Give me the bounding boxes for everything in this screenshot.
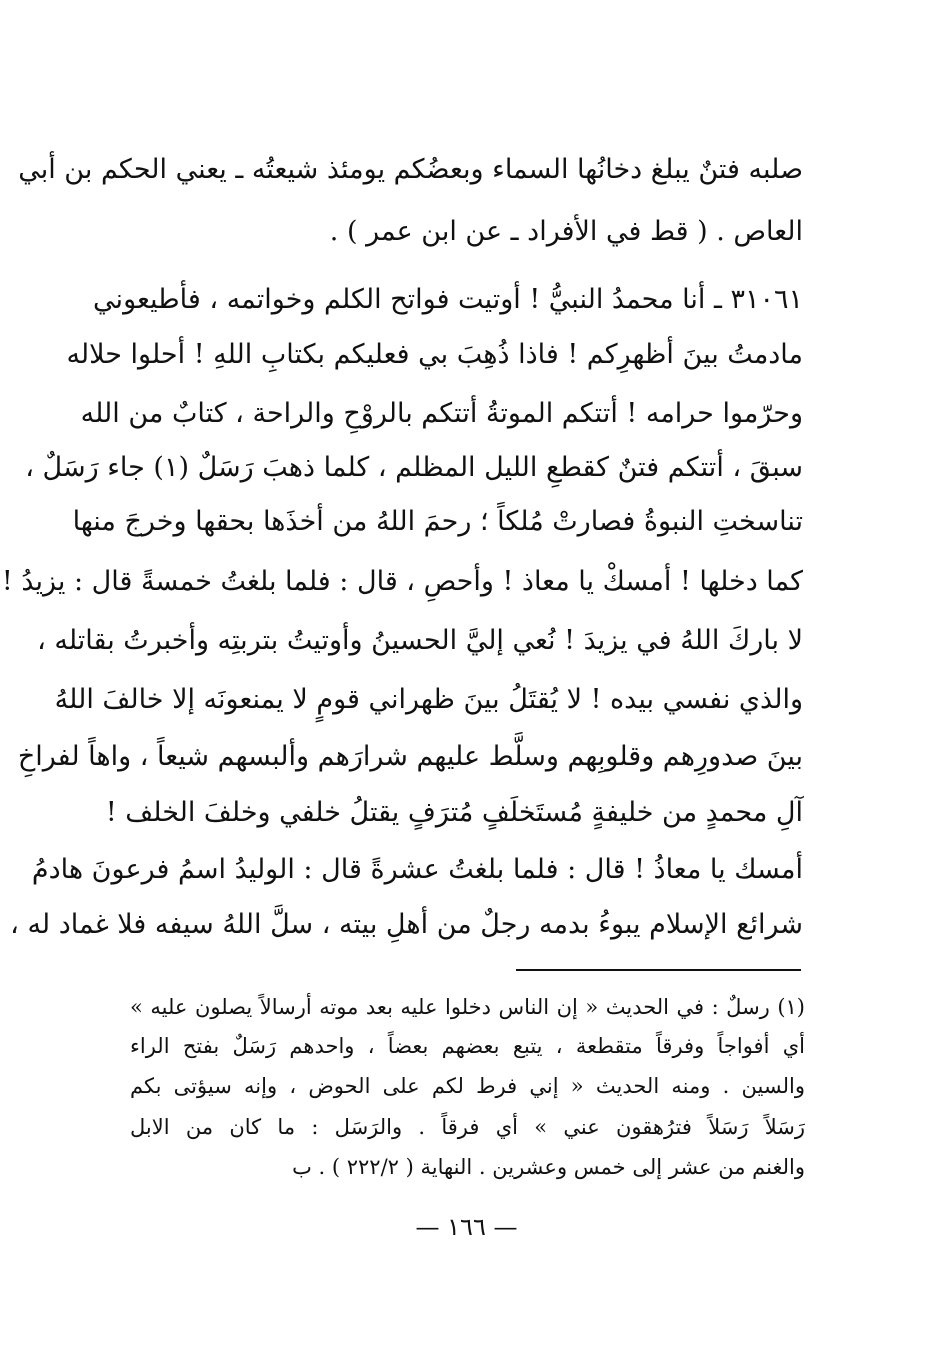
body-line: تناسختِ النبوةُ فصارتْ مُلكاً ؛ رحمَ اللهُ من أخذَها بحقها وخرجَ منها [72,506,803,537]
body-line: والذي نفسي بيده ! لا يُقتَلُ بينَ ظهراني قومٍ لا يمنعونَه إلا خالفَ اللهُ [54,684,803,715]
footnote-line: والغنم من عشر إلى خمس وعشرين . النهاية ( ٢٢٢/٢ ) . ب [292,1155,805,1179]
body-line: صلبه فتنٌ يبلغ دخانُها السماء وبعضُكم يومئذ شيعتُه ـ يعني الحكم بن أبي [18,154,803,185]
body-line: العاص . ( قط في الأفراد ـ عن ابن عمر ) . [329,216,803,247]
body-line: بينَ صدورِهم وقلوبِهم وسلَّط عليهم شرارَهم وألبسهم شيعاً ، واهاً لفراخِ [17,741,803,772]
footnote-line: والسين . ومنه الحديث « إني فرط لكم على الحوض ، وإنه سيؤتى بكم [130,1074,805,1098]
body-line: آلِ محمدٍ من خليفةٍ مُستَخلَفٍ مُترَفٍ يقتلُ خلفي وخلفَ الخلف ! [105,797,803,828]
body-line: سبقَ ، أتتكم فتنٌ كقطعِ الليل المظلم ، كلما ذهبَ رَسَلٌ (١) جاء رَسَلٌ ، [25,452,803,483]
body-line: لا باركَ اللهُ في يزيدَ ! نُعي إليَّ الحسينُ وأوتيتُ بتربتِه وأخبرتُ بقاتله ، [37,625,803,656]
body-line: مادمتُ بينَ أظهرِكم ! فاذا ذُهِبَ بي فعليكم بكتابِ اللهِ ! أحلوا حلاله [66,339,803,370]
hadith-heading-line: ٣١٠٦١ ـ أنا محمدُ النبيُّ ! أوتيت فواتح الكلم وخواتمه ، فأطيعوني [93,284,803,315]
footnote-line: أي أفواجاً وفرقاً متقطعة ، يتبع بعضهم بعضاً ، واحدهم رَسَلٌ بفتح الراء [130,1034,805,1058]
body-line: كما دخلها ! أمسكْ يا معاذ ! وأحصِ ، قال : فلما بلغتُ خمسةً قال : يزيدُ ! [1,566,803,597]
footnote-line: رَسَلاً رَسَلاً فترُهقون عني » أي فرقاً . والرَسَل : ما كان من الابل [130,1115,805,1139]
body-line: شرائع الإسلام يبوءُ بدمه رجلٌ من أهلِ بيته ، سلَّ اللهُ سيفه فلا غماد له ، [10,909,803,940]
body-line: أمسك يا معاذُ ! قال : فلما بلغتُ عشرةً قال : الوليدُ اسمُ فرعونَ هادمُ [31,854,803,885]
body-line: وحرّموا حرامه ! أتتكم الموتةُ أتتكم بالروْحِ والراحة ، كتابٌ من الله [80,398,803,429]
page-number: — ١٦٦ — [415,1213,518,1241]
footnote-divider [516,969,801,971]
footnote-line: (١) رسلٌ : في الحديث « إن الناس دخلوا عليه بعد موته أرسالاً يصلون عليه » [130,995,805,1019]
